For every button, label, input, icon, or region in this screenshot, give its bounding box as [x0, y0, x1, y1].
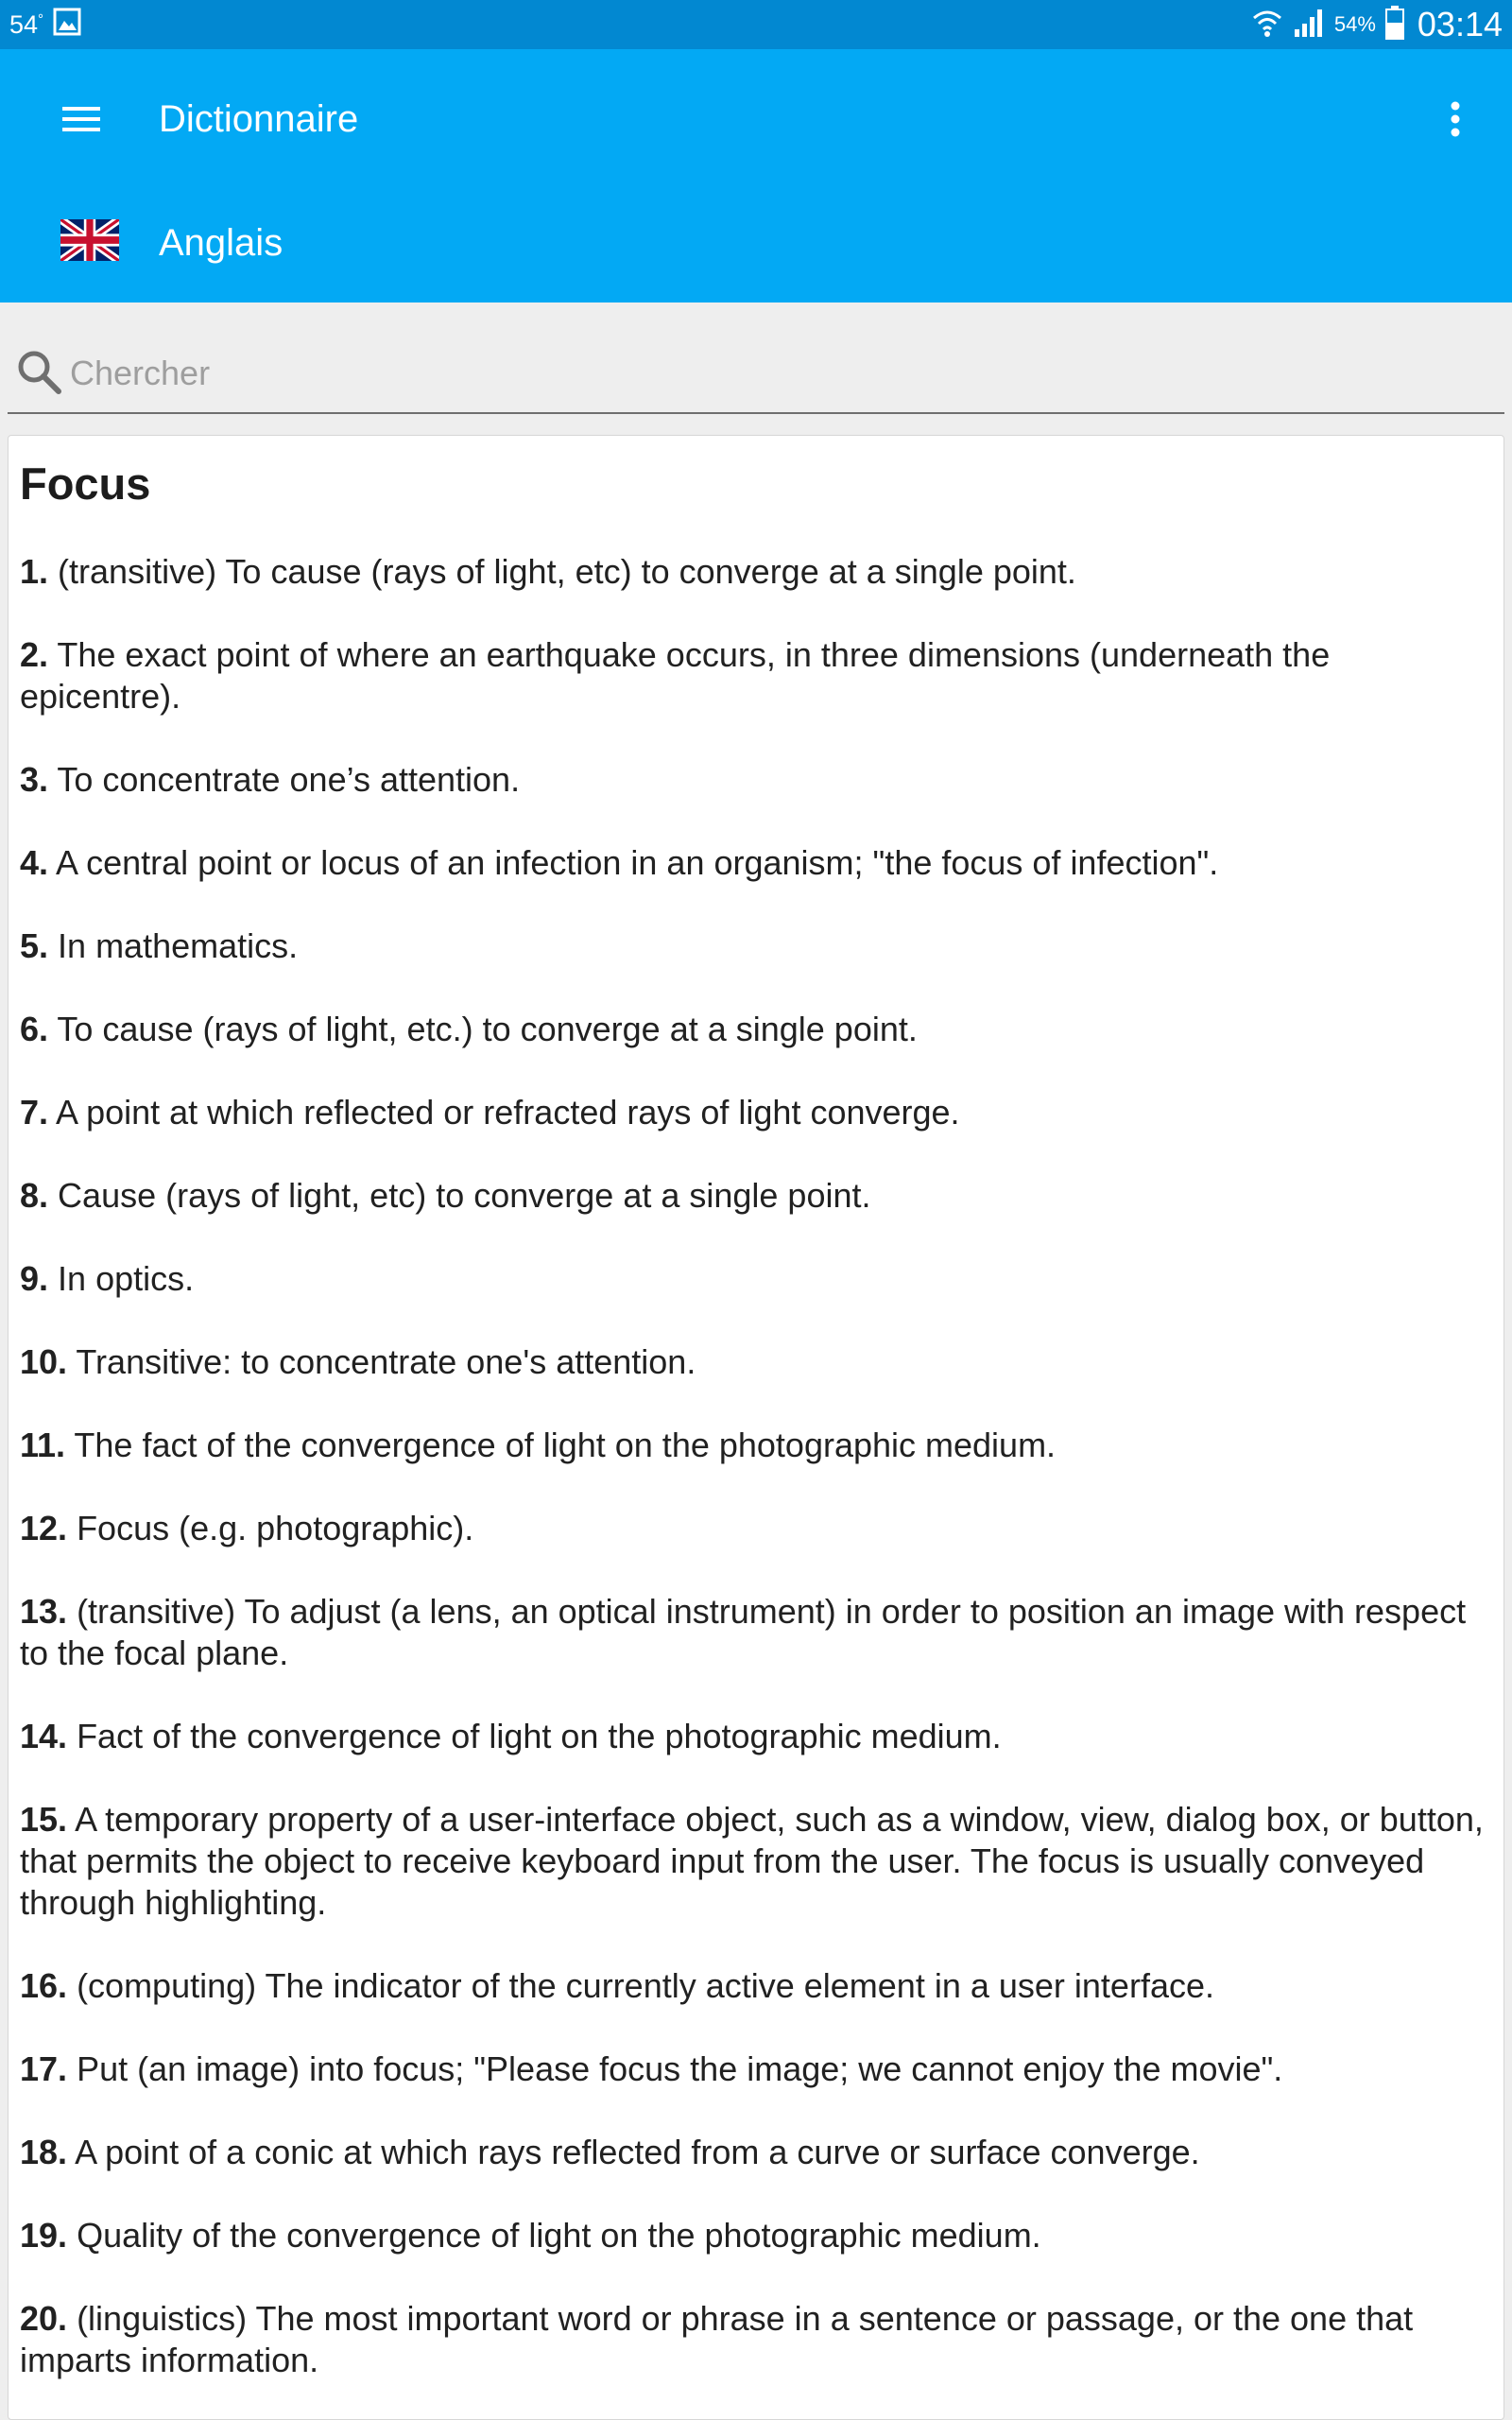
definition-text: Quality of the convergence of light on the photographic medium.: [77, 2216, 1041, 2255]
definition-text: (transitive) To cause (rays of light, etc) to converge at a single point.: [58, 552, 1076, 591]
definition-number: 13.: [20, 1592, 68, 1631]
definition-number: 9.: [20, 1259, 49, 1298]
definition-item: [20, 634, 1492, 717]
app-title: Dictionnaire: [159, 98, 359, 140]
definition-number: 6.: [20, 1010, 49, 1048]
definition-text: Fact of the convergence of light on the photographic medium.: [77, 1717, 1002, 1755]
definition-text: In optics.: [58, 1259, 195, 1298]
definition-text: To cause (rays of light, etc.) to converge at a single point.: [57, 1010, 918, 1048]
definition-text: The fact of the convergence of light on the photographic medium.: [74, 1426, 1057, 1464]
definition-number: 2.: [20, 635, 49, 674]
definition-item: [20, 1258, 1492, 1300]
definition-item: [20, 1591, 1492, 1674]
battery-icon: [1385, 6, 1404, 44]
definition-text: To concentrate one’s attention.: [57, 760, 521, 799]
definition-item: [20, 1175, 1492, 1217]
gallery-notification-icon: [53, 8, 81, 43]
definition-text: A central point or locus of an infection in an organism; "the focus of infection".: [56, 843, 1219, 882]
definition-number: 10.: [20, 1342, 68, 1381]
definition-item: [20, 2048, 1492, 2090]
definition-text: (linguistics) The most important word or phrase in a sentence or passage, or the one that imparts information.: [20, 2299, 1414, 2379]
definition-item: [20, 1716, 1492, 1757]
definition-number: 14.: [20, 1717, 68, 1755]
definition-item: [20, 1425, 1492, 1466]
menu-button[interactable]: [55, 93, 108, 146]
status-clock: 03:14: [1417, 5, 1503, 43]
more-vert-icon: [1450, 100, 1461, 138]
language-label: Anglais: [159, 222, 284, 264]
definition-number: 3.: [20, 760, 49, 799]
definition-number: 11.: [20, 1426, 66, 1464]
app-bar: [0, 49, 1512, 302]
uk-flag-icon: [60, 219, 119, 261]
definition-item: [20, 925, 1492, 967]
definition-item: [20, 2132, 1492, 2173]
definition-text: Focus (e.g. photographic).: [77, 1509, 474, 1547]
definition-number: 8.: [20, 1176, 49, 1215]
temperature-readout: 54°: [9, 9, 44, 39]
search-bar: [8, 333, 1504, 414]
status-bar: [0, 0, 1512, 49]
overflow-menu-button[interactable]: [1427, 87, 1484, 151]
definition-item: [20, 1341, 1492, 1383]
definition-item: [20, 551, 1492, 593]
definition-item: [20, 1009, 1492, 1050]
definition-list: [20, 551, 1492, 2381]
hamburger-menu-icon: [62, 105, 100, 133]
definition-item: [20, 1965, 1492, 2007]
signal-icon: [1293, 7, 1325, 43]
search-icon: [15, 348, 64, 397]
definition-number: 12.: [20, 1509, 68, 1547]
definition-text: Cause (rays of light, etc) to converge at a single point.: [58, 1176, 871, 1215]
search-input[interactable]: [68, 346, 1486, 401]
definition-item: [20, 1799, 1492, 1924]
definition-text: In mathematics.: [58, 926, 299, 965]
language-selector[interactable]: [0, 210, 491, 276]
definition-card: [8, 435, 1504, 2420]
definition-number: 4.: [20, 843, 49, 882]
definition-number: 19.: [20, 2216, 68, 2255]
status-left: [9, 0, 81, 49]
definition-text: A point at which reflected or refracted rays of light converge.: [56, 1093, 960, 1132]
definition-number: 5.: [20, 926, 49, 965]
word-title: Focus: [20, 458, 151, 509]
definition-item: [20, 2298, 1492, 2381]
definition-number: 20.: [20, 2299, 68, 2338]
definition-text: Transitive: to concentrate one's attention.: [76, 1342, 696, 1381]
definition-number: 1.: [20, 552, 49, 591]
definition-item: [20, 1092, 1492, 1133]
battery-percent: 54%: [1333, 12, 1376, 36]
definition-text: (computing) The indicator of the currently active element in a user interface.: [77, 1966, 1214, 2005]
definition-text: The exact point of where an earthquake occurs, in three dimensions (underneath the epicentre).: [20, 635, 1331, 716]
status-right: [1251, 0, 1503, 49]
definition-text: A point of a conic at which rays reflected from a curve or surface converge.: [75, 2133, 1200, 2171]
definition-number: 15.: [20, 1800, 68, 1839]
definition-number: 16.: [20, 1966, 68, 2005]
definition-number: 18.: [20, 2133, 68, 2171]
definition-text: (transitive) To adjust (a lens, an optical instrument) in order to position an image with respect to the focal plane.: [20, 1592, 1467, 1672]
definition-item: [20, 2215, 1492, 2256]
definition-item: [20, 842, 1492, 884]
definition-text: Put (an image) into focus; "Please focus the image; we cannot enjoy the movie".: [77, 2049, 1283, 2088]
wifi-icon: [1251, 7, 1283, 43]
definition-text: A temporary property of a user-interface object, such as a window, view, dialog box, or button, that permits the object to receive keyboard input from the user. The focus is usually conveyed through highlighting.: [20, 1800, 1484, 1922]
definition-number: 7.: [20, 1093, 49, 1132]
definition-item: [20, 759, 1492, 801]
definition-number: 17.: [20, 2049, 68, 2088]
definition-item: [20, 1508, 1492, 1549]
